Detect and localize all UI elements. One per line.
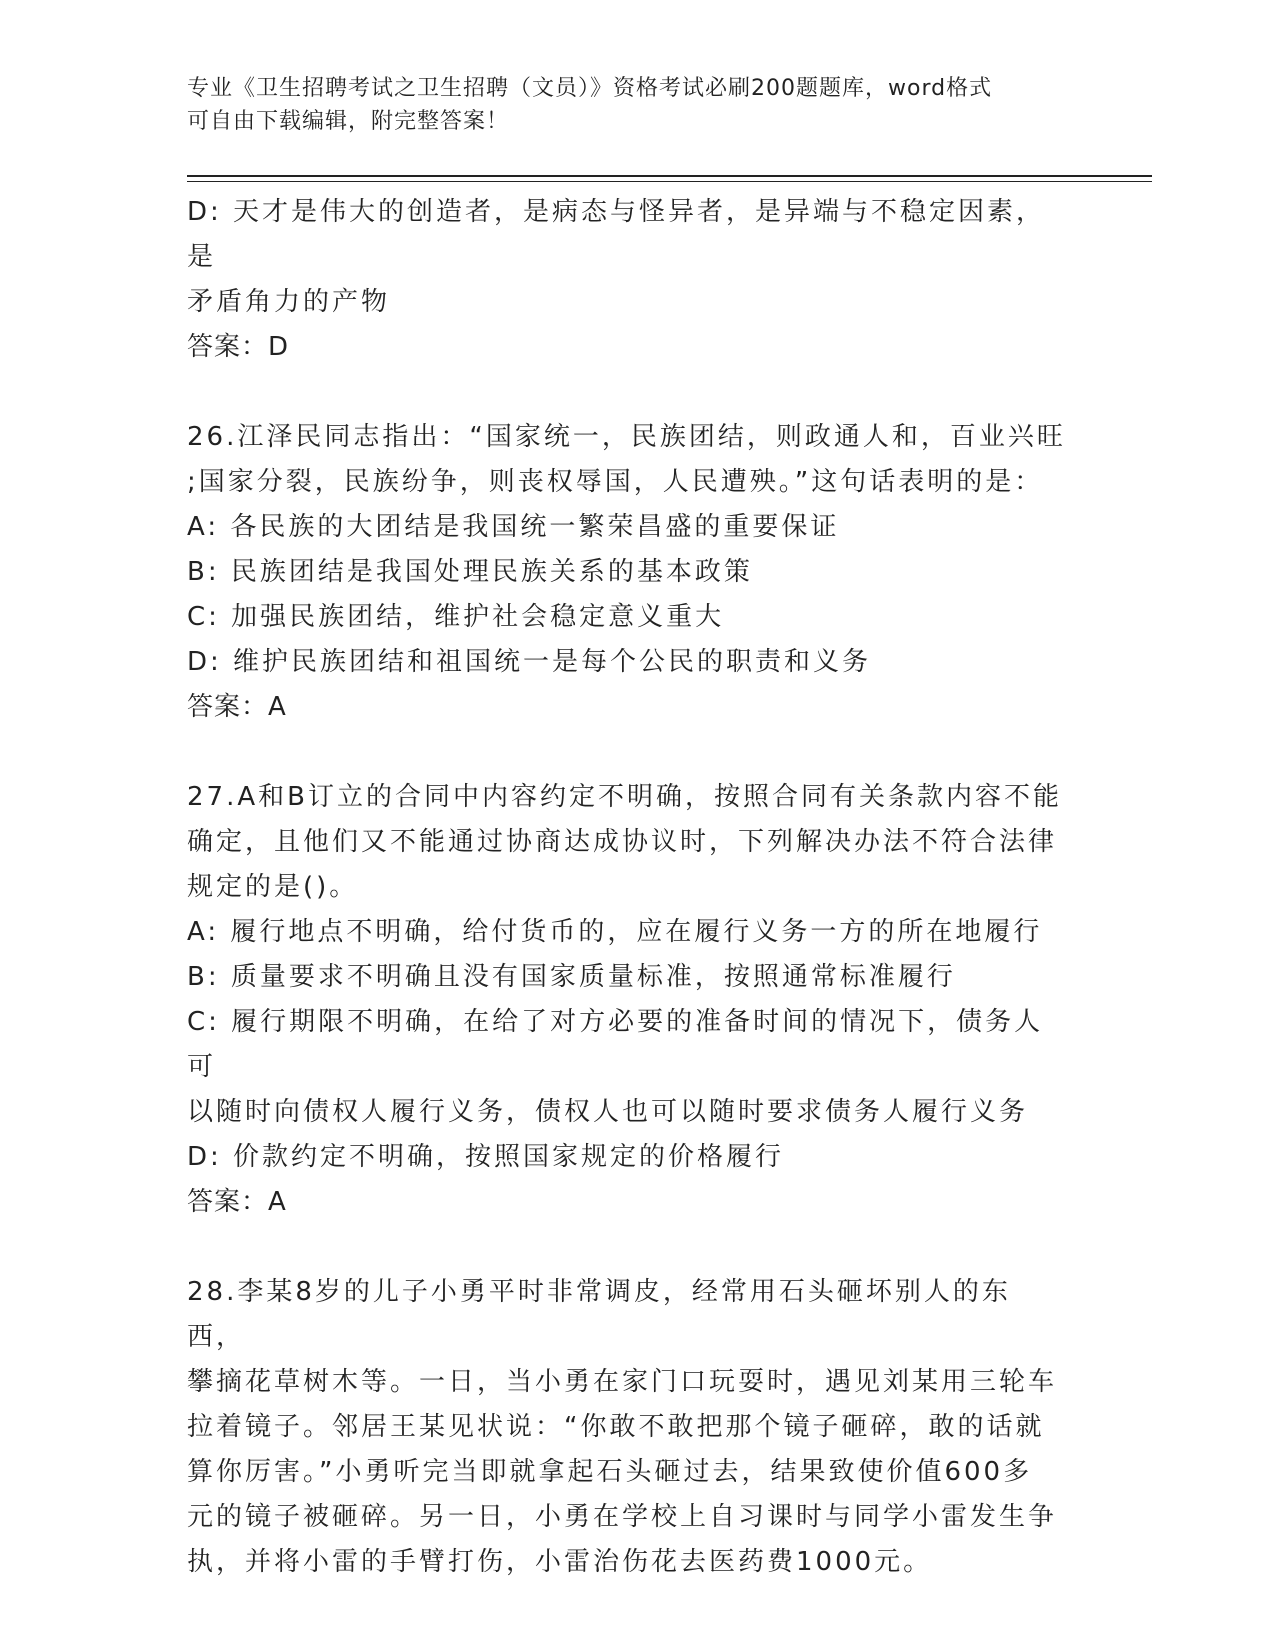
q27-option-c-line-1: C: 履行期限不明确，在给了对方必要的准备时间的情况下，债务人可: [187, 1007, 1044, 1082]
q28-stem-line-3: 拉着镜子。邻居王某见状说：“你敢不敢把那个镜子砸碎，敢的话就: [187, 1412, 1045, 1442]
q26-option-c: C: 加强民族团结，维护社会稳定意义重大: [187, 602, 725, 632]
header-divider-thick: [187, 175, 1152, 177]
q27-option-c-line-2: 以随时向债权人履行义务，债权人也可以随时要求债务人履行义务: [187, 1097, 1029, 1127]
q26-option-b: B: 民族团结是我国处理民族关系的基本政策: [187, 557, 753, 587]
header-divider-thin: [187, 181, 1152, 182]
q25-option-d-line-2: 矛盾角力的产物: [187, 287, 391, 317]
q28-stem-line-6: 执，并将小雷的手臂打伤，小雷治伤花去医药费1000元。: [187, 1547, 933, 1577]
q28-stem-line-1: 28.李某8岁的儿子小勇平时非常调皮，经常用石头砸坏别人的东西，: [187, 1277, 1011, 1352]
q26-option-a: A: 各民族的大团结是我国统一繁荣昌盛的重要保证: [187, 512, 840, 542]
q27-stem-line-3: 规定的是()。: [187, 872, 359, 902]
header-title-line-2: 可自由下载编辑，附完整答案！: [187, 109, 510, 134]
q25-answer: 答案：D: [187, 332, 290, 362]
q26-answer: 答案：A: [187, 692, 287, 722]
q28-stem-line-5: 元的镜子被砸碎。另一日，小勇在学校上自习课时与同学小雷发生争: [187, 1502, 1058, 1532]
q26-option-d: D: 维护民族团结和祖国统一是每个公民的职责和义务: [187, 647, 872, 677]
q27-option-a: A: 履行地点不明确，给付货币的，应在履行义务一方的所在地履行: [187, 917, 1043, 947]
q27-option-d: D: 价款约定不明确，按照国家规定的价格履行: [187, 1142, 785, 1172]
spacer: [187, 730, 1067, 775]
q26-stem-line-1: 26.江泽民同志指出：“国家统一，民族团结，则政通人和，百业兴旺: [187, 422, 1066, 452]
page-header: [187, 72, 1087, 138]
spacer: [187, 370, 1067, 415]
q27-option-b: B: 质量要求不明确且没有国家质量标准，按照通常标准履行: [187, 962, 956, 992]
q26-stem-line-2: ;国家分裂，民族纷争，则丧权辱国，人民遭殃。”这句话表明的是：: [187, 467, 1044, 497]
document-body: [187, 190, 1067, 1585]
q27-stem-line-1: 27.A和B订立的合同中内容约定不明确，按照合同有关条款内容不能: [187, 782, 1062, 812]
question-25-tail: [187, 190, 1067, 370]
q25-option-d-line-1: D: 天才是伟大的创造者，是病态与怪异者，是异端与不稳定因素，是: [187, 197, 1046, 272]
question-27: [187, 775, 1067, 1225]
question-28: [187, 1270, 1067, 1585]
question-26: [187, 415, 1067, 730]
q27-stem-line-2: 确定，且他们又不能通过协商达成协议时，下列解决办法不符合法律: [187, 827, 1058, 857]
q28-stem-line-2: 攀摘花草树木等。一日，当小勇在家门口玩耍时，遇见刘某用三轮车: [187, 1367, 1058, 1397]
q27-answer: 答案：A: [187, 1187, 287, 1217]
spacer: [187, 1225, 1067, 1270]
q28-stem-line-4: 算你厉害。”小勇听完当即就拿起石头砸过去，结果致使价值600多: [187, 1457, 1033, 1487]
header-title-line-1: 专业《卫生招聘考试之卫生招聘（文员）》资格考试必刷200题题库，word格式: [187, 76, 993, 101]
